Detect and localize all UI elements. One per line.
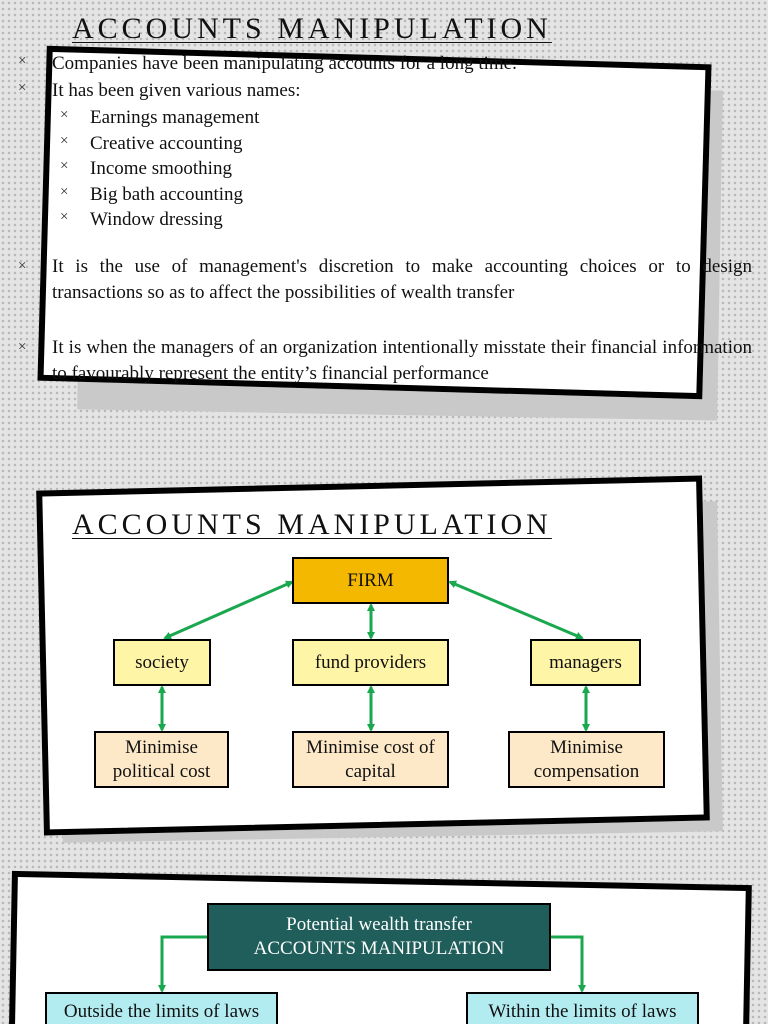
slide-2 bbox=[0, 445, 768, 865]
within-laws-box: Within the limits of laws bbox=[466, 992, 699, 1024]
slide-3 bbox=[0, 870, 768, 1024]
slide-1 bbox=[0, 0, 768, 430]
sub-bullet-marker: × bbox=[60, 133, 69, 149]
wealth-transfer-line-2: ACCOUNTS MANIPULATION bbox=[253, 938, 505, 959]
wealth-transfer-line-1: Potential wealth transfer bbox=[286, 914, 472, 935]
arrow-firm-society bbox=[165, 582, 292, 638]
outside-laws-box: Outside the limits of laws bbox=[45, 992, 278, 1024]
sub-bullet-marker: × bbox=[60, 107, 69, 123]
sub-bullet-4: Big bath accounting bbox=[90, 184, 244, 205]
managers-box: managers bbox=[530, 639, 641, 686]
sub-bullet-marker: × bbox=[60, 158, 69, 174]
goal-compensation: Minimise compensation bbox=[508, 731, 665, 788]
bullet-marker: × bbox=[18, 339, 27, 355]
wealth-transfer-box bbox=[207, 903, 551, 971]
firm-box: FIRM bbox=[292, 557, 449, 604]
sub-bullet-marker: × bbox=[60, 209, 69, 225]
sub-bullet-5: Window dressing bbox=[90, 209, 223, 230]
sub-bullet-3: Income smoothing bbox=[90, 158, 232, 179]
definition-2: It is when the managers of an organization intentionally misstate their financial information to favourably represent the entity’s financial performance bbox=[52, 337, 752, 384]
arrow-to-outside-laws bbox=[162, 937, 207, 991]
slide-2-title: ACCOUNTS MANIPULATION bbox=[72, 508, 552, 541]
society-box: society bbox=[113, 639, 211, 686]
bullet-2: It has been given various names: bbox=[52, 80, 301, 101]
fund-providers-box: fund providers bbox=[292, 639, 449, 686]
sub-bullet-marker: × bbox=[60, 184, 69, 200]
goal-cost-of-capital: Minimise cost of capital bbox=[292, 731, 449, 788]
bullet-marker: × bbox=[18, 258, 27, 274]
sub-bullet-1: Earnings management bbox=[90, 107, 260, 128]
slide-1-title: ACCOUNTS MANIPULATION bbox=[72, 12, 552, 45]
definition-1: It is the use of management's discretion to make accounting choices or to design transactions so as to affect the possibilities of wealth transfer bbox=[52, 256, 752, 303]
bullet-marker: × bbox=[18, 80, 27, 96]
sub-bullet-2: Creative accounting bbox=[90, 133, 243, 154]
arrow-firm-managers bbox=[450, 582, 582, 638]
bullet-1: Companies have been manipulating accounts for a long time. bbox=[52, 53, 517, 74]
goal-political-cost: Minimise political cost bbox=[94, 731, 229, 788]
bullet-marker: × bbox=[18, 53, 27, 69]
arrow-to-within-laws bbox=[551, 937, 582, 991]
